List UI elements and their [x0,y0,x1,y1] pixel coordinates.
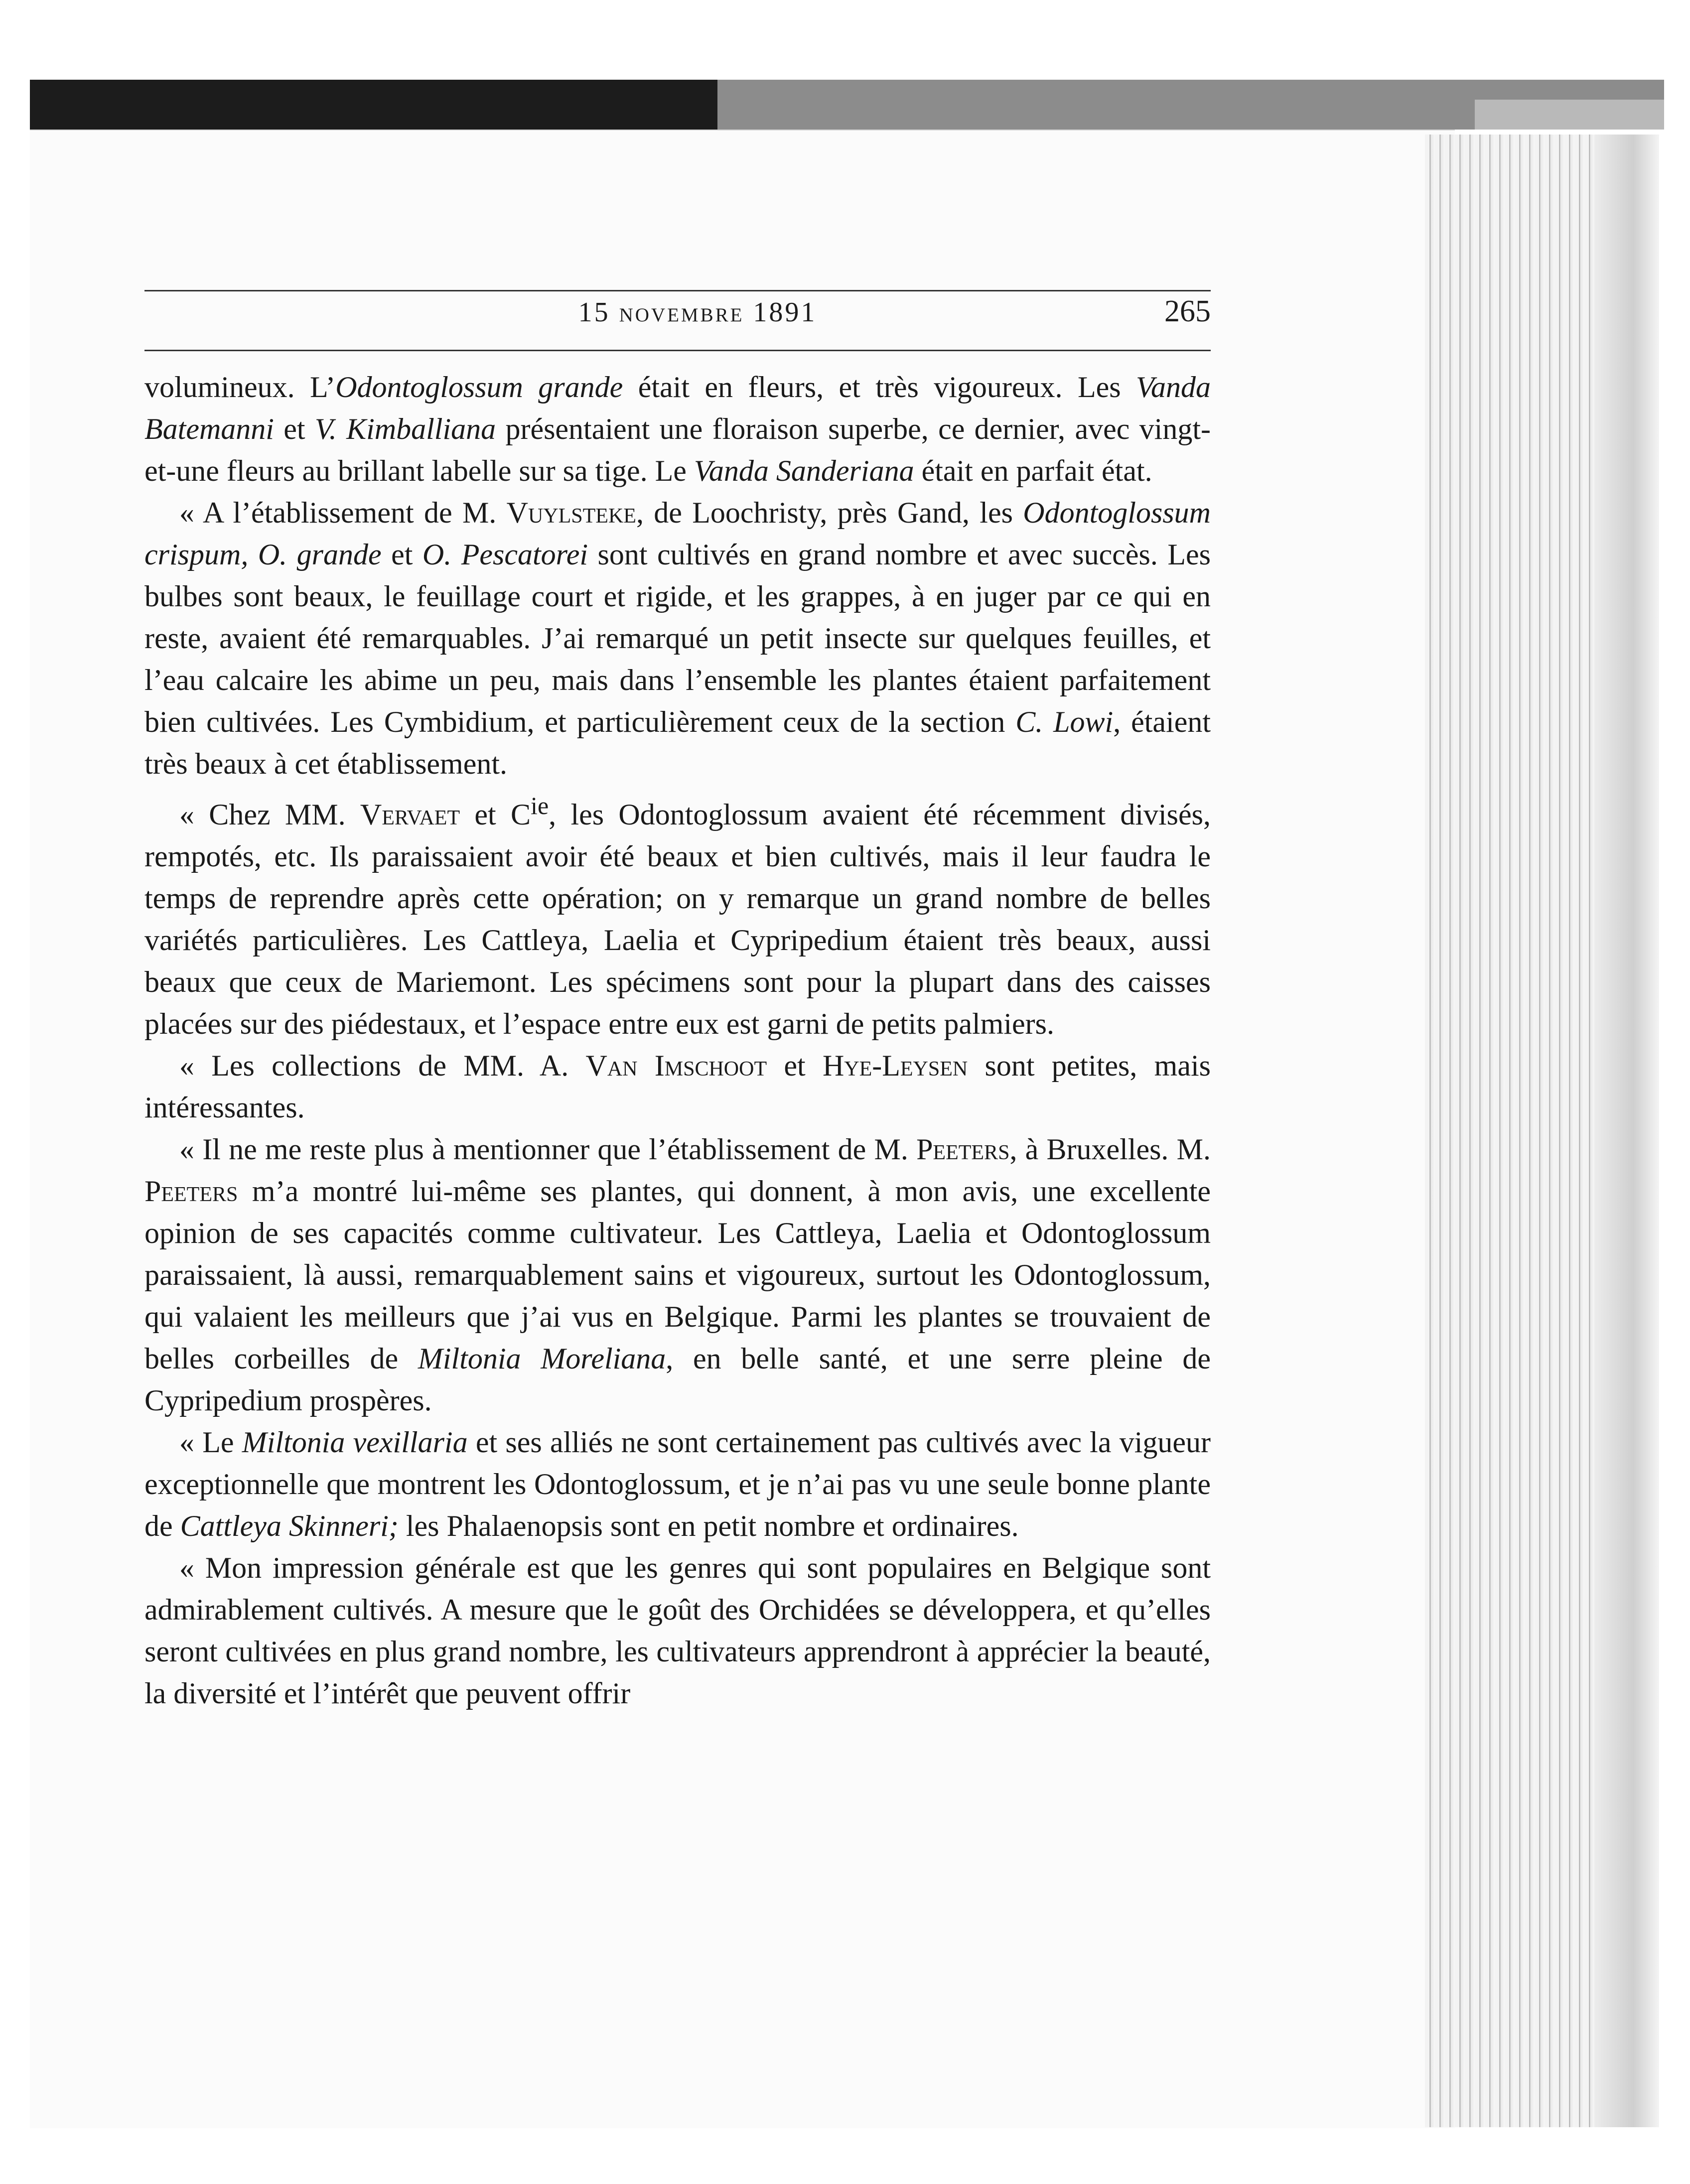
text-run: « Mon impression générale est que les genres qui sont populaires en Belgique sont admirablement cultivés. A mesure que le goût des Orchidées se développera, et qu’elles seront cultivées en plus grand nombre, les cultivateurs apprendront à apprécier la beauté, la diversité et l’intérêt que peuvent offrir [144,1551,1211,1710]
paragraph-6 [144,1421,1211,1547]
italic-run: Cattleya Skinneri; [180,1509,399,1542]
italic-run: C. Lowi [1015,705,1114,738]
page-edges [1425,135,1659,2127]
paragraph-1 [144,366,1211,492]
smallcaps-run: Vervaet [360,798,460,831]
page-number: 265 [1164,294,1211,328]
smallcaps-run: Van Imschoot [585,1049,767,1082]
text-run: , étaient très beaux à cet établissement. [144,705,1211,780]
text-run: et C [460,798,531,831]
date-month: novembre [619,297,744,328]
smallcaps-run: Vuylsteke [506,496,636,529]
text-run: était en fleurs, et très vigoureux. Les [623,371,1136,404]
italic-run: Vanda Sanderiana [694,454,914,487]
paragraph-5 [144,1128,1211,1421]
italic-run: V. Kimballiana [314,412,496,445]
text-run: , en belle santé, et une serre pleine de Cypripedium prospères. [144,1342,1211,1417]
text-run: « Chez MM. [179,798,360,831]
text-run: sont petites, mais intéressantes. [144,1049,1211,1124]
text-run: et [381,538,422,571]
superscript-run: ie [531,792,549,819]
text-run: « Les collections de MM. A. [179,1049,586,1082]
header-rule-top [144,290,1211,291]
text-run: volumineux. L’ [144,371,336,404]
text-run: présentaient une floraison superbe, ce dernier, avec vingt-et-une fleurs au brillant labelle sur sa tige. Le [144,412,1211,487]
book-cloth-edge [1475,100,1664,130]
text-run: était en parfait état. [914,454,1152,487]
text-run: , les Odontoglossum avaient été récemment divisés, rempotés, etc. Ils paraissaient avoir été beaux et bien cultivés, mais il leur faudra le temps de reprendre après cette opération; on y remarque un grand nombre de belles variétés particulières. Les Cattleya, Laelia et Cypripedium étaient très beaux, aussi beaux que ceux de Mariemont. Les spécimens sont pour la plupart dans des caisses placées sur des piédestaux, et l’espace entre eux est garni de petits palmiers. [144,798,1211,1040]
body-text [144,366,1211,1714]
text-run: les Phalaenopsis sont en petit nombre et ordinaires. [398,1509,1019,1542]
date-year: 1891 [753,297,817,328]
text-run: « Il ne me reste plus à mentionner que l’établissement de M. [179,1133,917,1166]
text-run: et [767,1049,823,1082]
text-run: sont cultivés en grand nombre et avec succès. Les bulbes sont beaux, le feuillage court et rigide, et les grappes, à en juger par ce qui en reste, avaient été remarquables. J’ai remarqué un petit insecte sur quelques feuilles, et l’eau calcaire les abime un peu, mais dans l’ensemble les plantes étaient parfaitement bien cultivées. Les Cymbidium, et particulièrement ceux de la section [144,538,1211,738]
text-run: « A l’établissement de M. [179,496,507,529]
italic-run: Odontoglossum crispum, O. grande [144,496,1211,571]
text-run: m’a montré lui-même ses plantes, qui donnent, à mon avis, une excellente opinion de ses capacités comme cultivateur. Les Cattleya, Laelia et Odontoglossum paraissaient, là aussi, remarquablement sains et vigoureux, surtout les Odontoglossum, qui valaient les meilleurs que j’ai vus en Belgique. Parmi les plantes se trouvaient de belles corbeilles de [144,1175,1211,1375]
header-rule-bottom [144,350,1211,351]
italic-run: Miltonia vexillaria [242,1426,468,1459]
italic-run: Miltonia Moreliana [418,1342,666,1375]
italic-run: O. Pescatorei [422,538,588,571]
text-run: et ses alliés ne sont certainement pas cultivés avec la vigueur exceptionnelle que montrent les Odontoglossum, et je n’ai pas vu une seule bonne plante de [144,1426,1211,1542]
paragraph-2 [144,492,1211,785]
date-day: 15 [578,297,610,328]
running-header-date [498,296,897,328]
text-run: , de Loochristy, près Gand, les [636,496,1023,529]
text-run: , à Bruxelles. M. [1009,1133,1211,1166]
paragraph-4 [144,1045,1211,1128]
smallcaps-run: Hye-Leysen [822,1049,968,1082]
page-curl [1594,135,1659,2127]
text-run: et [274,412,315,445]
smallcaps-run: Peeters [916,1133,1010,1166]
paragraph-3 [144,785,1211,1045]
smallcaps-run: Peeters [144,1175,238,1208]
text-run: « Le [179,1426,242,1459]
book-cover-top [30,80,1659,130]
paragraph-7 [144,1547,1211,1714]
italic-run: Odontoglossum grande [335,371,623,404]
italic-run: Vanda Batemanni [144,371,1211,445]
